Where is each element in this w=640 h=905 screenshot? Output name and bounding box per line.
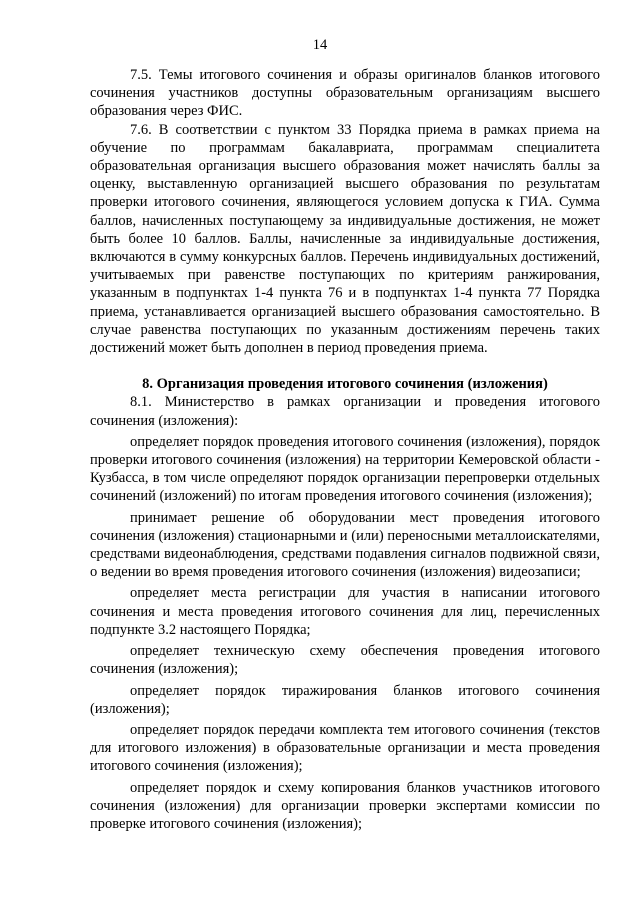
list-item: определяет порядок проведения итогового сочинения (изложения), порядок проверки итогового сочинения (изложения) на территории Кемеровской области - Кузбасса, в том числе определяют порядок организации перепроверки отдельных сочинений (изложений) по итогам проведения итогового сочинения (изложения); xyxy=(90,433,600,505)
list-item: определяет порядок передачи комплекта тем итогового сочинения (текстов для итогового изложения) в образовательные организации и места проведения итогового сочинения (изложения); xyxy=(90,721,600,775)
list-item: определяет порядок тиражирования бланков итогового сочинения (изложения); xyxy=(90,682,600,717)
paragraph-7-5: 7.5. Темы итогового сочинения и образы оригиналов бланков итогового сочинения участников доступны образовательным организациям высшего образования через ФИС. xyxy=(90,67,600,120)
paragraph-8-1: 8.1. Министерство в рамках организации и проведения итогового сочинения (изложения): xyxy=(90,394,600,429)
section-8-heading: 8. Организация проведения итогового сочинения (изложения) xyxy=(142,376,548,393)
list-item: принимает решение об оборудовании мест проведения итогового сочинения (изложения) стационарными и (или) переносными металлоискателями, средствами видеонаблюдения, средствами подавления сигналов подвижной связи, о ведении во время проведения итогового сочинения (изложения) видеозаписи; xyxy=(90,509,600,581)
document-body xyxy=(90,66,600,833)
list-item: определяет техническую схему обеспечения проведения итогового сочинения (изложения); xyxy=(90,643,600,678)
list-item: определяет порядок и схему копирования бланков участников итогового сочинения (изложения) для организации проверки экспертами комиссии по проверке итогового сочинения (изложения); xyxy=(90,779,600,832)
list-item: определяет места регистрации для участия в написании итогового сочинения и места проведения итогового сочинения для лиц, перечисленных подпункте 3.2 настоящего Порядка; xyxy=(90,585,600,638)
paragraph-7-6: 7.6. В соответствии с пунктом 33 Порядка приема в рамках приема на обучение по программам бакалавриата, программам специалитета образовательная организация высшего образования может начислять баллы за оценку, выставленную организацией высшего образования по результатам проверки итогового сочинения, являющегося условием допуска к ГИА. Сумма баллов, начисленных поступающему за индивидуальные достижения, не может быть более 10 баллов. Баллы, начисленные за индивидуальные достижения, включаются в сумму конкурсных баллов. Перечень индивидуальных достижений, учитываемых при равенстве поступающих по критериям ранжирования, указанным в подпунктах 1-4 пункта 76 и в подпунктах 1-4 пункта 77 Порядка приема, устанавливается организацией высшего образования самостоятельно. В случае равенства поступающих по указанным достижениям перечень таких достижений может быть дополнен в период проведения приема. xyxy=(90,121,600,357)
page-number: 14 xyxy=(312,37,328,53)
